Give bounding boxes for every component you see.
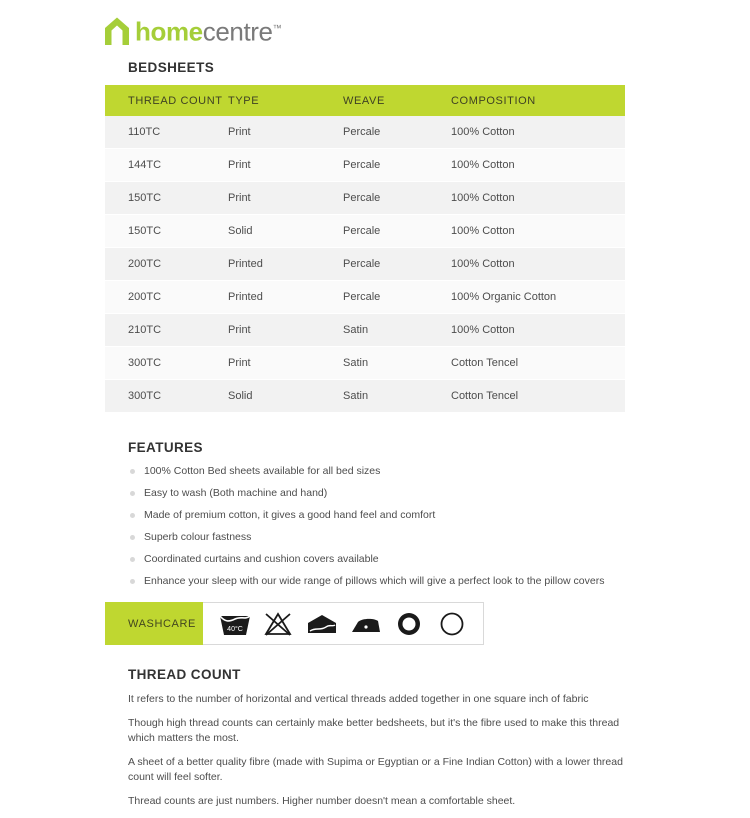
column-header-thread-count: THREAD COUNT bbox=[105, 85, 228, 116]
column-header-type: TYPE bbox=[228, 85, 343, 116]
house-peak-icon bbox=[103, 16, 131, 46]
cell-composition: Cotton Tencel bbox=[451, 347, 625, 380]
cell-composition: 100% Cotton bbox=[451, 314, 625, 347]
cell-thread-count: 144TC bbox=[105, 149, 228, 182]
bedsheets-spec-table bbox=[105, 85, 625, 413]
table-header-row bbox=[105, 85, 625, 116]
thread-count-paragraph: A sheet of a better quality fibre (made with Supima or Egyptian or a Fine Indian Cotton) with a lower thread count will feel softer. bbox=[128, 756, 623, 783]
iron-icon bbox=[350, 611, 382, 637]
cell-thread-count: 110TC bbox=[105, 116, 228, 149]
cell-composition: Cotton Tencel bbox=[451, 380, 625, 413]
cell-thread-count: 210TC bbox=[105, 314, 228, 347]
cell-thread-count: 150TC bbox=[105, 182, 228, 215]
list-item: Superb colour fastness bbox=[128, 531, 648, 544]
table-row bbox=[105, 347, 625, 380]
cell-thread-count: 150TC bbox=[105, 215, 228, 248]
cell-type: Print bbox=[228, 182, 343, 215]
cell-weave: Percale bbox=[343, 116, 451, 149]
cell-composition: 100% Cotton bbox=[451, 149, 625, 182]
cell-weave: Percale bbox=[343, 182, 451, 215]
column-header-weave: WEAVE bbox=[343, 85, 451, 116]
tumble-dry-icon bbox=[306, 611, 338, 637]
washcare-icon-row bbox=[203, 602, 484, 645]
washcare-label: WASHCARE bbox=[105, 602, 203, 645]
table-row bbox=[105, 182, 625, 215]
cell-composition: 100% Cotton bbox=[451, 215, 625, 248]
dry-clean-any-solvent-icon bbox=[394, 611, 424, 637]
cell-thread-count: 200TC bbox=[105, 281, 228, 314]
table-row bbox=[105, 314, 625, 347]
cell-weave: Percale bbox=[343, 248, 451, 281]
list-item: Easy to wash (Both machine and hand) bbox=[128, 487, 648, 500]
cell-weave: Satin bbox=[343, 380, 451, 413]
cell-type: Printed bbox=[228, 248, 343, 281]
column-header-composition: COMPOSITION bbox=[451, 85, 625, 116]
document-content bbox=[128, 60, 648, 818]
brand-logo bbox=[103, 14, 281, 46]
brand-name-light: centre bbox=[202, 16, 273, 47]
cell-type: Print bbox=[228, 347, 343, 380]
thread-count-paragraph: Thread counts are just numbers. Higher number doesn't mean a comfortable sheet. bbox=[128, 795, 516, 807]
dry-clean-icon bbox=[437, 611, 467, 637]
list-item: Enhance your sleep with our wide range of pillows which will give a perfect look to the pillow covers bbox=[128, 575, 648, 588]
cell-type: Solid bbox=[228, 215, 343, 248]
cell-thread-count: 300TC bbox=[105, 347, 228, 380]
do-not-bleach-icon bbox=[263, 611, 293, 637]
list-item: 100% Cotton Bed sheets available for all bed sizes bbox=[128, 465, 648, 478]
table-row bbox=[105, 149, 625, 182]
cell-weave: Satin bbox=[343, 347, 451, 380]
cell-composition: 100% Cotton bbox=[451, 182, 625, 215]
thread-count-paragraph: Though high thread counts can certainly make better bedsheets, but it's the fibre used to make this thread which matters the most. bbox=[128, 717, 620, 744]
cell-weave: Percale bbox=[343, 281, 451, 314]
machine-wash-40-icon bbox=[219, 611, 251, 637]
svg-text:40°C: 40°C bbox=[227, 625, 243, 633]
list-item: Made of premium cotton, it gives a good hand feel and comfort bbox=[128, 509, 648, 522]
brand-wordmark bbox=[135, 14, 281, 46]
cell-type: Solid bbox=[228, 380, 343, 413]
cell-weave: Satin bbox=[343, 314, 451, 347]
thread-count-title: THREAD COUNT bbox=[128, 667, 241, 682]
cell-composition: 100% Cotton bbox=[451, 116, 625, 149]
table-row bbox=[105, 380, 625, 413]
cell-weave: Percale bbox=[343, 215, 451, 248]
cell-type: Print bbox=[228, 314, 343, 347]
thread-count-paragraph: It refers to the number of horizontal and vertical threads added together in one square inch of fabric bbox=[128, 693, 589, 705]
brand-name-bold: home bbox=[135, 16, 203, 47]
cell-thread-count: 200TC bbox=[105, 248, 228, 281]
table-row bbox=[105, 215, 625, 248]
features-list bbox=[128, 465, 648, 588]
cell-composition: 100% Organic Cotton bbox=[451, 281, 625, 314]
table-row bbox=[105, 281, 625, 314]
table-row bbox=[105, 248, 625, 281]
cell-type: Print bbox=[228, 149, 343, 182]
cell-weave: Percale bbox=[343, 149, 451, 182]
cell-composition: 100% Cotton bbox=[451, 248, 625, 281]
table-row bbox=[105, 116, 625, 149]
thread-count-section bbox=[128, 667, 648, 809]
cell-thread-count: 300TC bbox=[105, 380, 228, 413]
page-title: BEDSHEETS bbox=[128, 60, 215, 75]
washcare-section bbox=[128, 602, 484, 645]
cell-type: Printed bbox=[228, 281, 343, 314]
features-title: FEATURES bbox=[128, 440, 203, 455]
trademark-symbol: ™ bbox=[272, 23, 282, 33]
cell-type: Print bbox=[228, 116, 343, 149]
list-item: Coordinated curtains and cushion covers available bbox=[128, 553, 648, 566]
features-section bbox=[128, 440, 648, 588]
